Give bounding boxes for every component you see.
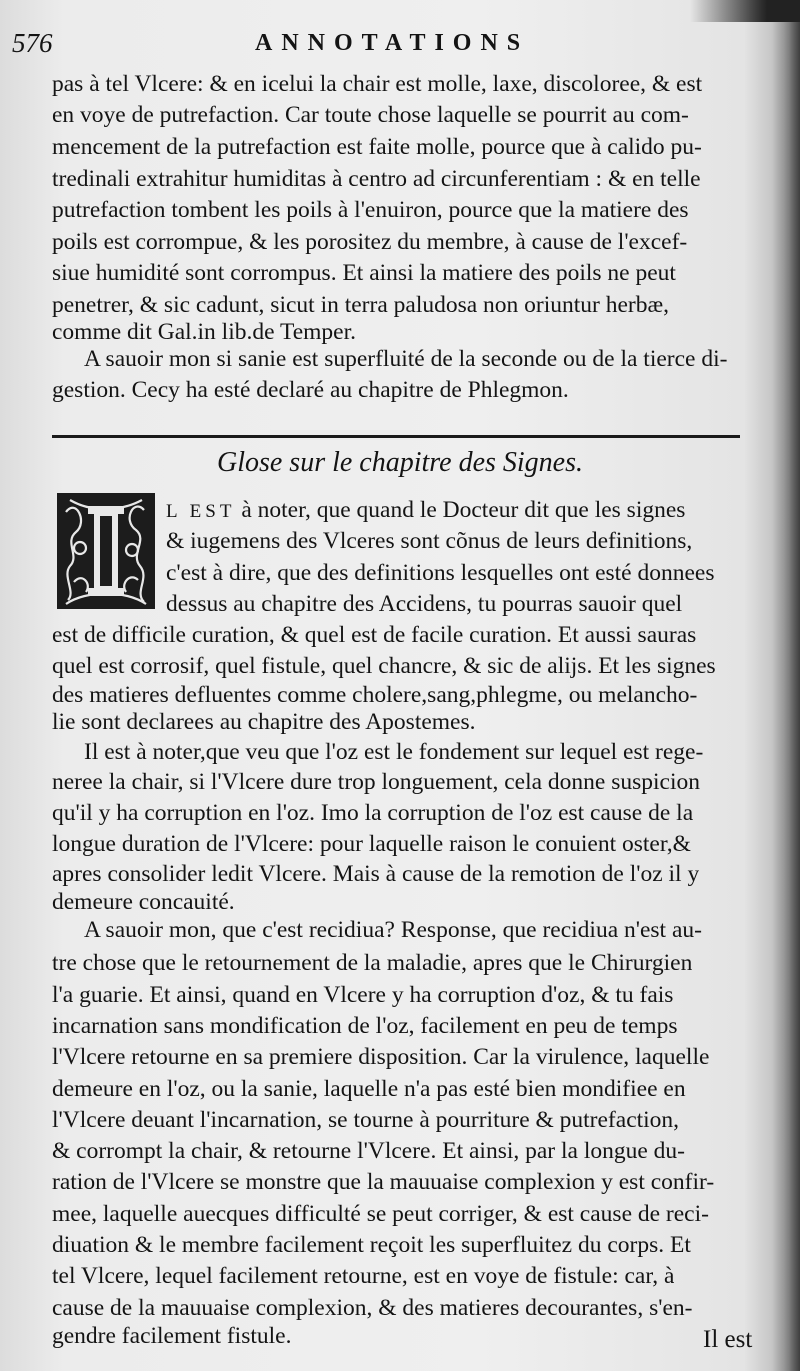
- text-line: demeure concauité.: [52, 889, 235, 915]
- opening-small-caps: L EST: [166, 501, 236, 522]
- text-line: dessus au chapitre des Accidens, tu pourras sauoir quel: [166, 591, 683, 617]
- section-divider: [52, 435, 740, 438]
- text-line: siue humidité sont corrompus. Et ainsi la matiere des poils ne peut: [52, 260, 676, 286]
- text-line: pas à tel Vlcere: & en icelui la chair est molle, laxe, discoloree, & est: [52, 71, 703, 97]
- text-line: des matieres defluentes comme cholere,sang,phlegme, ou melancho-: [52, 682, 698, 708]
- text-line: & corrompt la chair, & retourne l'Vlcere. Et ainsi, par la longue du-: [52, 1138, 685, 1164]
- text-line: gendre facilement fistule.: [52, 1323, 292, 1349]
- catchword: Il est: [703, 1326, 753, 1353]
- text-line: tel Vlcere, lequel facilement retourne, est en voye de fistule: car, à: [52, 1263, 675, 1289]
- text-line: mencement de la putrefaction est faite molle, pource que à calido pu-: [52, 134, 702, 160]
- text-line: Il est à noter,que veu que l'oz est le fondement sur lequel est rege-: [84, 739, 704, 765]
- text-line: neree la chair, si l'Vlcere dure trop longuement, cela donne suspicion: [52, 769, 700, 795]
- text-line: gestion. Cecy ha esté declaré au chapitre de Phlegmon.: [52, 377, 569, 403]
- text-line: quel est corrosif, quel fistule, quel chancre, & sic de alijs. Et les signes: [52, 653, 716, 679]
- text-line: & iugemens des Vlceres sont cõnus de leurs definitions,: [166, 528, 693, 554]
- text-line: demeure en l'oz, ou la sanie, laquelle n'a pas esté bien mondifiee en: [52, 1076, 686, 1102]
- page-header: [0, 26, 800, 66]
- opening-line-text: à noter, que quand le Docteur dit que les signes: [241, 497, 686, 523]
- text-line: A sauoir mon si sanie est superfluité de la seconde ou de la tierce di-: [84, 346, 728, 372]
- text-line: [166, 496, 685, 526]
- text-line: c'est à dire, que des definitions lesquelles ont esté donnees: [166, 560, 715, 586]
- text-line: ration de l'Vlcere se monstre que la mauuaise complexion y est confir-: [52, 1169, 715, 1195]
- section-title: Glose sur le chapitre des Signes.: [216, 447, 584, 478]
- text-line: tredinali extrahitur humiditas à centro ad circunferentiam : & en telle: [52, 166, 701, 192]
- text-line: penetrer, & sic cadunt, sicut in terra paludosa non oriuntur herbæ,: [52, 292, 670, 318]
- text-line: incarnation sans mondification de l'oz, facilement en peu de temps: [52, 1013, 678, 1039]
- text-line: l'Vlcere retourne en sa premiere disposition. Car la virulence, laquelle: [52, 1044, 710, 1070]
- text-line: est de difficile curation, & quel est de facile curation. Et aussi sauras: [52, 622, 697, 648]
- text-line: cause de la mauuaise complexion, & des matieres decourantes, s'en-: [52, 1295, 693, 1321]
- text-line: putrefaction tombent les poils à l'enuiron, pource que la matiere des: [52, 197, 689, 223]
- binding-shadow: [772, 0, 800, 1371]
- text-line: longue duration de l'Vlcere: pour laquelle raison le conuient oster,&: [52, 831, 691, 857]
- text-line: mee, laquelle auecques difficulté se peut corriger, & est cause de reci-: [52, 1201, 709, 1227]
- text-line: tre chose que le retournement de la maladie, apres que le Chirurgien: [52, 950, 693, 976]
- running-head: ANNOTATIONS: [255, 30, 530, 56]
- text-line: qu'il y ha corruption en l'oz. Imo la corruption de l'oz est cause de la: [52, 800, 694, 826]
- text-line: diuation & le membre facilement reçoit les superfluitez du corps. Et: [52, 1232, 691, 1258]
- text-line: lie sont declarees au chapitre des Apostemes.: [52, 709, 476, 735]
- text-line: poils est corrompue, & les porositez du membre, à cause de l'excef-: [52, 229, 688, 255]
- text-line: apres consolider ledit Vlcere. Mais à cause de la remotion de l'oz il y: [52, 861, 700, 887]
- ornamental-initial-icon: [56, 492, 156, 610]
- text-line: l'Vlcere deuant l'incarnation, se tourne à pourriture & putrefaction,: [52, 1107, 680, 1133]
- text-line: A sauoir mon, que c'est recidiua? Response, que recidiua n'est au-: [84, 917, 702, 943]
- text-line: en voye de putrefaction. Car toute chose laquelle se pourrit au com-: [52, 102, 689, 128]
- text-line: comme dit Gal.in lib.de Temper.: [52, 319, 357, 345]
- text-line: l'a guarie. Et ainsi, quand en Vlcere y ha corruption d'oz, & tu fais: [52, 982, 674, 1008]
- page-corner-shadow: [690, 0, 800, 22]
- decorated-initial: [56, 492, 156, 610]
- page-number: 576: [12, 28, 53, 58]
